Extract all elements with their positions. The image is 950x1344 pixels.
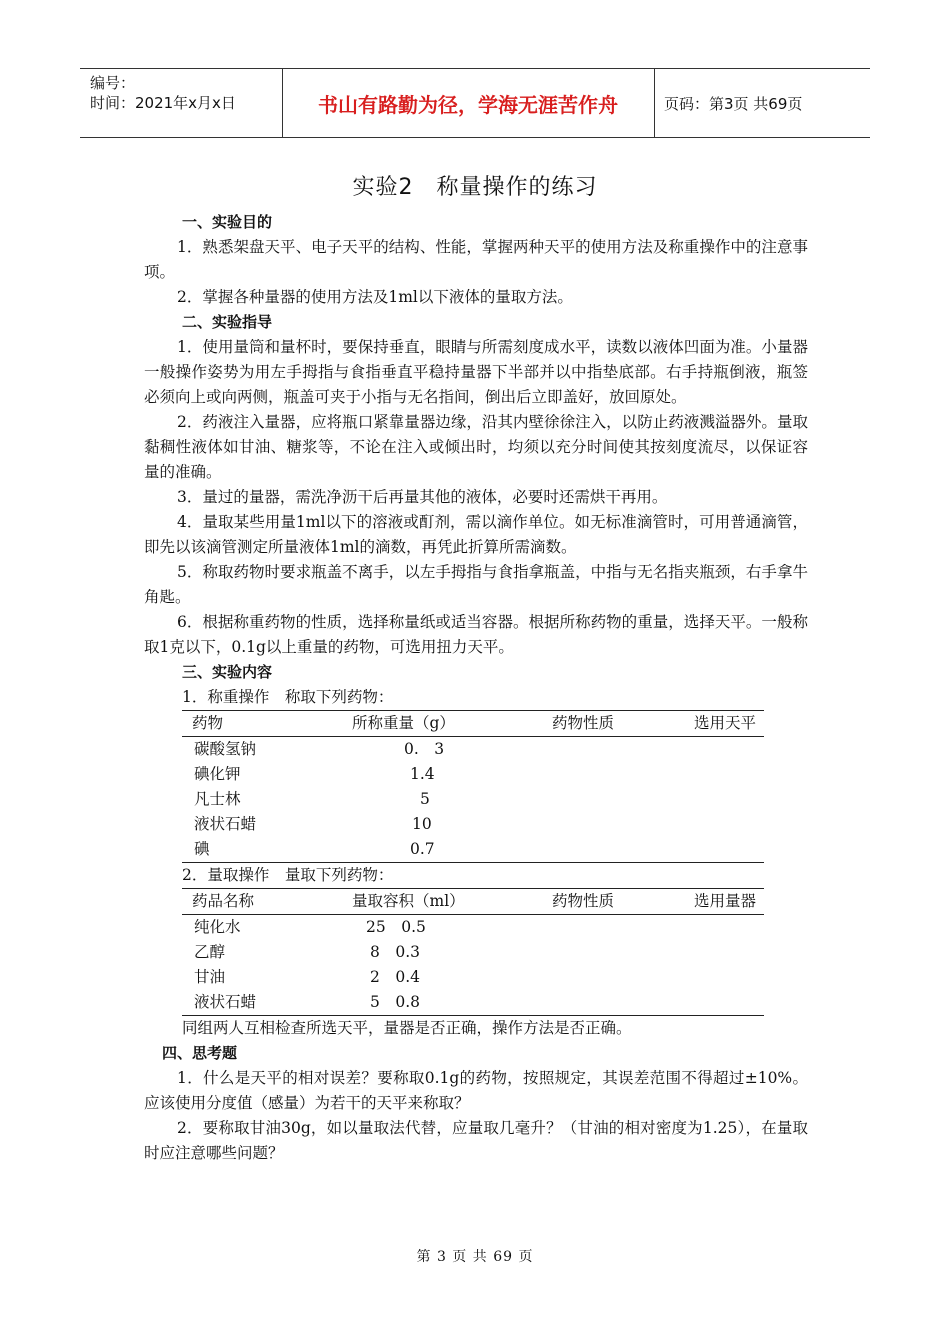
header-meta — [90, 73, 236, 113]
vessel-cell — [684, 915, 764, 941]
column-header: 所称重量（g） — [342, 711, 542, 737]
volume-cell: 2 0.4 — [370, 968, 421, 986]
property-cell — [542, 990, 684, 1016]
table-row — [182, 915, 764, 941]
column-header: 药物性质 — [542, 711, 684, 737]
drug-name-cell: 液状石蜡 — [194, 815, 257, 833]
balance-cell — [684, 737, 764, 763]
date-label: 时间：2021年x月x日 — [90, 94, 236, 112]
property-cell — [542, 812, 684, 837]
page-title: 实验2 称量操作的练习 — [352, 175, 598, 200]
volume-cell: 5 0.8 — [342, 990, 542, 1016]
weight-cell: 10 — [412, 815, 432, 833]
drug-name-cell: 液状石蜡 — [182, 990, 342, 1016]
weighing-table — [182, 710, 764, 863]
drug-name-cell: 碳酸氢钠 — [194, 740, 257, 758]
vessel-cell — [684, 940, 764, 965]
property-cell — [542, 837, 684, 863]
paragraph: 同组两人互相检查所选天平，量器是否正确，操作方法是否正确。 — [182, 1019, 632, 1037]
table-row — [182, 812, 764, 837]
vessel-cell — [684, 965, 764, 990]
code-label: 编号： — [90, 74, 136, 92]
section-heading: 二、实验指导 — [182, 313, 273, 331]
property-cell — [542, 762, 684, 787]
weight-cell: 1.4 — [410, 765, 435, 783]
paragraph: 2．掌握各种量器的使用方法及1ml以下液体的量取方法。 — [177, 288, 573, 306]
table-row — [182, 737, 764, 763]
drug-name-cell: 凡士林 — [194, 790, 241, 808]
table-row — [182, 940, 764, 965]
header-divider — [654, 69, 655, 137]
weight-cell: 5 — [420, 790, 430, 808]
drug-name-cell: 乙醇 — [194, 943, 226, 961]
volume-cell: 8 0.3 — [370, 943, 421, 961]
table-caption: 1．称重操作 称取下列药物： — [182, 688, 394, 706]
balance-cell — [684, 787, 764, 812]
table-row — [182, 762, 764, 787]
property-cell — [542, 787, 684, 812]
table-row — [182, 990, 764, 1016]
table-row — [182, 965, 764, 990]
paragraph: 1．熟悉架盘天平、电子天平的结构、性能，掌握两种天平的使用方法及称重操作中的注意事项。 — [144, 238, 808, 281]
column-header: 量取容积（ml） — [342, 889, 542, 915]
drug-name-cell: 碘化钾 — [194, 765, 241, 783]
table-header-row — [182, 889, 764, 915]
table-row — [182, 787, 764, 812]
column-header: 选用量器 — [684, 889, 764, 915]
paragraph: 5．称取药物时要求瓶盖不离手，以左手拇指与食指拿瓶盖，中指与无名指夹瓶颈，右手拿牛角匙。 — [144, 563, 808, 606]
property-cell — [542, 940, 684, 965]
paragraph: 1．使用量筒和量杯时，要保持垂直，眼睛与所需刻度成水平，读数以液体凹面为准。小量器一般操作姿势为用左手拇指与食指垂直平稳持量器下半部并以中指垫底部。右手持瓶倒液，瓶签必须向上或向两侧，瓶盖可夹于小指与无名指间，倒出后立即盖好，放回原处。 — [144, 338, 808, 406]
table-header-row — [182, 711, 764, 737]
measuring-table — [182, 888, 764, 1016]
header-motto: 书山有路勤为径，学海无涯苦作舟 — [318, 92, 618, 117]
paragraph: 6．根据称重药物的性质，选择称量纸或适当容器。根据所称药物的重量，选择天平。一般称取1克以下，0.1g以上重量的药物，可选用扭力天平。 — [144, 613, 808, 656]
balance-cell — [684, 812, 764, 837]
property-cell — [542, 915, 684, 941]
header-page-info: 页码：第3页 共69页 — [664, 94, 803, 113]
section-heading: 四、思考题 — [162, 1044, 238, 1062]
header-box — [80, 68, 870, 138]
column-header: 选用天平 — [684, 711, 764, 737]
property-cell — [542, 965, 684, 990]
column-header: 药物性质 — [542, 889, 684, 915]
table-row — [182, 837, 764, 863]
table-caption: 2．量取操作 量取下列药物： — [182, 866, 394, 884]
drug-name-cell: 甘油 — [194, 968, 226, 986]
section-heading: 三、实验内容 — [182, 663, 273, 681]
balance-cell — [684, 762, 764, 787]
document-body — [144, 210, 808, 1166]
paragraph: 3．量过的量器，需洗净沥干后再量其他的液体，必要时还需烘干再用。 — [177, 488, 668, 506]
vessel-cell — [684, 990, 764, 1016]
weight-cell: 0.7 — [342, 837, 542, 863]
balance-cell — [684, 837, 764, 863]
drug-name-cell: 纯化水 — [194, 918, 241, 936]
weight-cell: 0. 3 — [404, 740, 445, 758]
paragraph: 2．要称取甘油30g，如以量取法代替，应量取几毫升？（甘油的相对密度为1.25），在量取时应注意哪些问题？ — [144, 1119, 808, 1162]
column-header: 药品名称 — [182, 889, 342, 915]
column-header: 药物 — [182, 711, 342, 737]
drug-name-cell: 碘 — [182, 837, 342, 863]
paragraph: 1．什么是天平的相对误差？要称取0.1g的药物，按照规定，其误差范围不得超过±10%。应该使用分度值（感量）为若干的天平来称取？ — [144, 1069, 808, 1112]
paragraph: 4．量取某些用量1ml以下的溶液或酊剂，需以滴作单位。如无标准滴管时，可用普通滴管，即先以该滴管测定所量液体1ml的滴数，再凭此折算所需滴数。 — [144, 513, 808, 556]
page-footer: 第 3 页 共 69 页 — [416, 1249, 534, 1265]
property-cell — [542, 737, 684, 763]
volume-cell: 25 0.5 — [366, 918, 426, 936]
paragraph: 2．药液注入量器，应将瓶口紧靠量器边缘，沿其内壁徐徐注入，以防止药液溅溢器外。量取黏稠性液体如甘油、糖浆等，不论在注入或倾出时，均须以充分时间使其按刻度流尽，以保证容量的准确。 — [144, 413, 808, 481]
section-heading: 一、实验目的 — [182, 213, 273, 231]
